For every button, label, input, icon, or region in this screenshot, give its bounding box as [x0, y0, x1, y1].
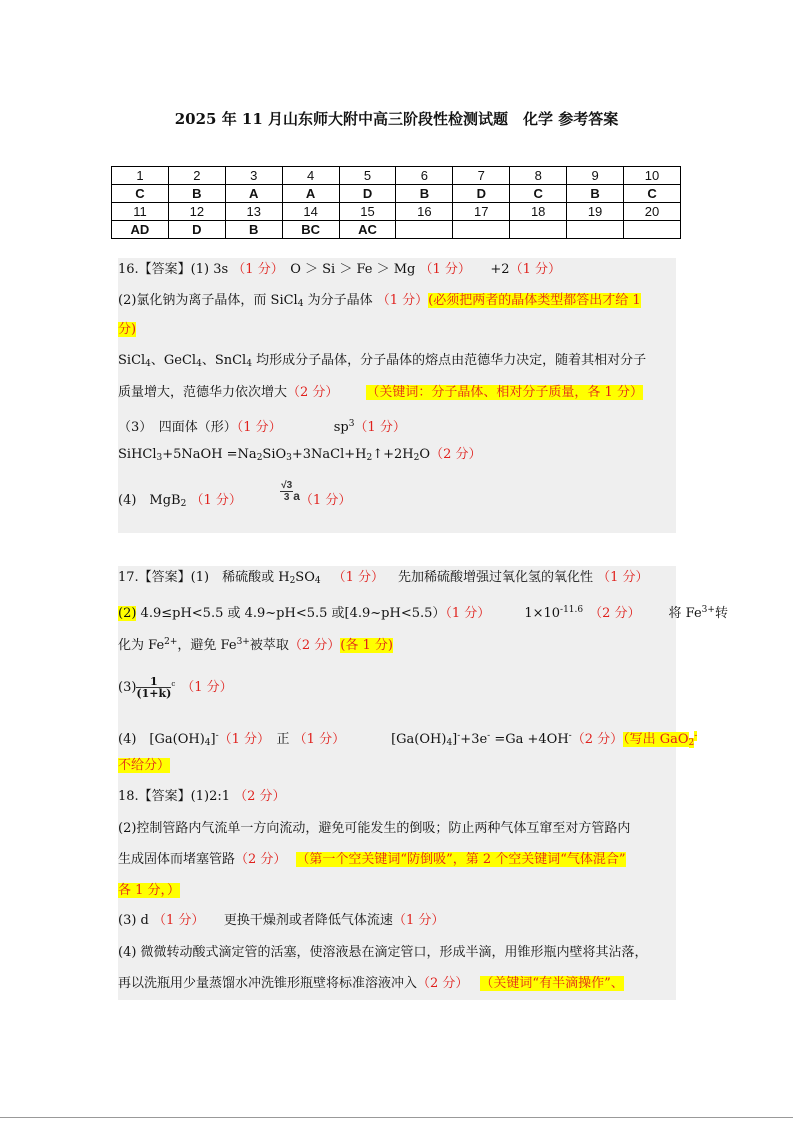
- table-cell: 1: [112, 167, 169, 185]
- table-cell: C: [510, 185, 567, 203]
- q16-line-8: (4) MgB$_2$ （1 分） $\frac{√3}{3}a(1$ 分）: [118, 480, 352, 509]
- q18-line-7: 再以洗瓶用少量蒸馏水冲洗锥形瓶壁将标准溶液冲入（2 分） （关键词“有半滴操作”、: [118, 976, 624, 991]
- table-cell: [396, 221, 453, 239]
- table-cell: AD: [112, 221, 169, 239]
- q16-line-4: SiCl$_4$、GeCl$_4$、SnCl$_4$ 均形成分子晶体，分子晶体的熔点由范德华力决定，随着其相对分子: [118, 353, 647, 369]
- table-cell: [510, 221, 567, 239]
- q16-line-1: 16.【答案】(1) 3s （1 分） O ＞ Si ＞ Fe ＞ Mg （1 分） +2（1 分）: [118, 262, 561, 277]
- table-row-numbers-2: [112, 203, 681, 221]
- q17-line-5: (4) $[Ga(OH)_4]^-(1$ 分） 正 （1 分） $[Ga(OH)_4]^-+3e^- =Ga +4OH^-(2$ 分）（写出 GaO$_2$-: [118, 731, 698, 748]
- table-cell: [567, 221, 624, 239]
- table-cell: D: [168, 221, 225, 239]
- q18-line-6: (4) 微微转动酸式滴定管的活塞，使溶液悬在滴定管口，形成半滴，用锥形瓶内壁将其沾落，: [118, 945, 648, 960]
- table-cell: B: [168, 185, 225, 203]
- table-cell: 2: [168, 167, 225, 185]
- table-cell: 9: [567, 167, 624, 185]
- q18-line-2: (2)控制管路内气流单一方向流动，避免可能发生的倒吸；防止两种气体互窜至对方管路内: [118, 821, 631, 836]
- q16-line-6: （3） 四面体（形）（1 分） $sp^3(1$ 分）: [118, 419, 406, 435]
- table-cell: 13: [225, 203, 282, 221]
- table-cell: B: [567, 185, 624, 203]
- table-cell: C: [112, 185, 169, 203]
- table-cell: BC: [282, 221, 339, 239]
- table-cell: 5: [339, 167, 396, 185]
- table-row-numbers-1: [112, 167, 681, 185]
- q18-line-4: 各 1 分，）: [118, 883, 181, 898]
- table-cell: 4: [282, 167, 339, 185]
- table-cell: 11: [112, 203, 169, 221]
- q17-line-2: (2) 4.9≤pH<5.5 或 4.9~pH<5.5 或[4.9~pH<5.5）（1 分） $1\times 10^{-11.6}$ （2 分） 将 $Fe^{3+}$转: [118, 605, 728, 621]
- q17-line-4: (3) $\frac{1}{(1+k)}^c$ （1 分）: [118, 675, 233, 700]
- table-cell: 20: [624, 203, 681, 221]
- q17-line-1: 17.【答案】(1) 稀硫酸或 $H_2SO_4$ （1 分） 先加稀硫酸增强过氧化氢的氧化性 （1 分）: [118, 570, 649, 586]
- table-cell: [624, 221, 681, 239]
- table-row-answers-1: [112, 185, 681, 203]
- table-cell: 19: [567, 203, 624, 221]
- table-cell: 16: [396, 203, 453, 221]
- table-cell: D: [339, 185, 396, 203]
- table-cell: A: [225, 185, 282, 203]
- table-cell: 12: [168, 203, 225, 221]
- table-cell: C: [624, 185, 681, 203]
- table-row-answers-2: [112, 221, 681, 239]
- table-cell: A: [282, 185, 339, 203]
- sqrt3-over-3-formula: $\frac{√3}{3}$: [281, 480, 293, 503]
- one-over-one-plus-k-formula: $\frac{1}{(1+k)}$: [136, 675, 172, 700]
- q16-line-5: 质量增大，范德华力依次增大（2 分） （关键词：分子晶体、相对分子质量，各 1 分）: [118, 385, 643, 400]
- table-cell: D: [453, 185, 510, 203]
- table-cell: 8: [510, 167, 567, 185]
- page-bottom-divider: [0, 1117, 793, 1118]
- table-cell: 14: [282, 203, 339, 221]
- q16-line-7: SiHCl$_3$+5NaOH $=Na_2SiO_3+3NaCl+H_2↑+2H_2O(2$ 分）: [118, 447, 482, 463]
- table-cell: [453, 221, 510, 239]
- answer-block-16: [118, 258, 676, 533]
- q16-line-3: 分): [118, 322, 137, 337]
- table-cell: 10: [624, 167, 681, 185]
- table-cell: AC: [339, 221, 396, 239]
- page-title: 2025 年 11 月山东师大附中高三阶段性检测试题 化学 参考答案: [174, 110, 619, 128]
- table-cell: 7: [453, 167, 510, 185]
- q17-line-6: 不给分）: [118, 758, 171, 773]
- q18-line-5: (3) d （1 分） 更换干燥剂或者降低气体流速（1 分）: [118, 913, 445, 928]
- table-cell: 18: [510, 203, 567, 221]
- table-cell: 6: [396, 167, 453, 185]
- table-cell: 17: [453, 203, 510, 221]
- q18-line-1: 18.【答案】(1)2:1 （2 分）: [118, 789, 286, 804]
- q16-line-2: (2)氯化钠为离子晶体，而 SiCl$_4$ 为分子晶体 （1 分）(必须把两者的晶体类型都答出才给 1: [118, 293, 641, 309]
- table-cell: B: [396, 185, 453, 203]
- q18-line-3: 生成固体而堵塞管路（2 分） （第一个空关键词“防倒吸”，第 2 个空关键词“气体混合”: [118, 852, 626, 867]
- answer-block-17-18: [118, 566, 728, 1000]
- table-cell: 15: [339, 203, 396, 221]
- answer-table: [111, 166, 681, 239]
- q17-line-3: 化为 $Fe^{2+}$，避免 $Fe^{3+}$被萃取（2 分）(各 1 分): [118, 637, 393, 653]
- table-cell: 3: [225, 167, 282, 185]
- table-cell: B: [225, 221, 282, 239]
